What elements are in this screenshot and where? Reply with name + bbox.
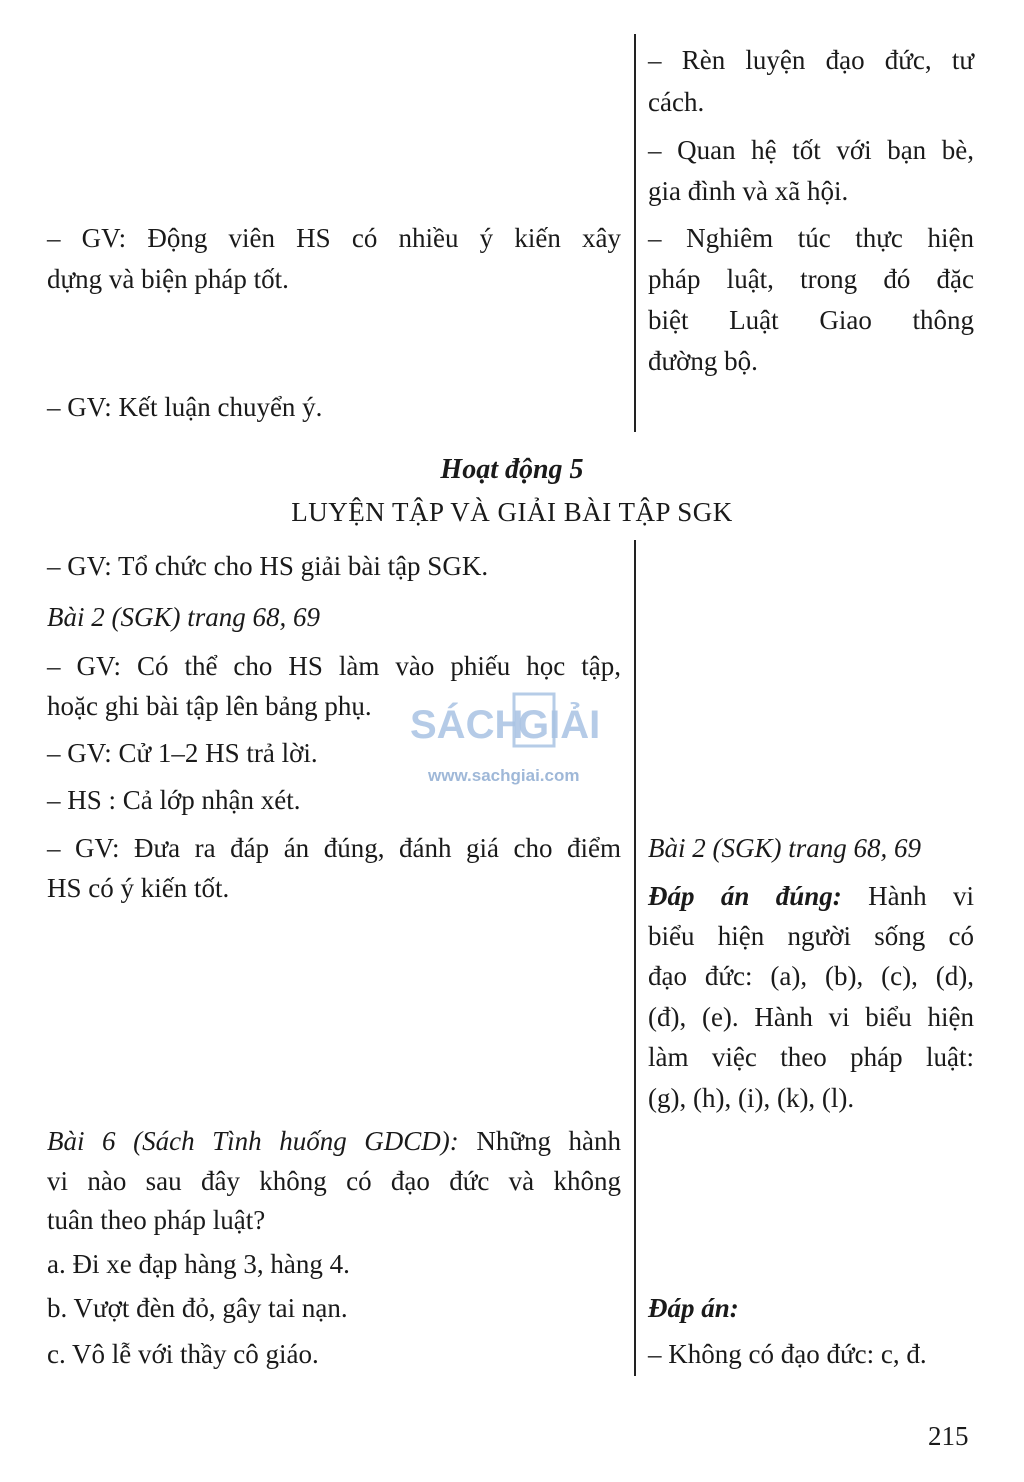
watermark-logo [410,688,620,754]
right-text-line: (g), (h), (i), (k), (l). [648,1083,855,1113]
answer-heading: Bài 2 (SGK) trang 68, 69 [648,833,921,863]
left-text-line: tuân theo pháp luật? [47,1205,266,1235]
answer-label-2: Đáp án: [648,1293,739,1323]
watermark-url: www.sachgiai.com [428,766,580,785]
right-text-line: biệt Luật Giao thông [648,305,974,335]
bottom-column-divider [634,540,636,1376]
watermark-logo-a: SÁCH [410,703,524,747]
right-text-line: – Nghiêm túc thực hiện [648,223,974,253]
answer-label: Đáp án đúng: [648,881,842,911]
page-number: 215 [928,1421,969,1451]
exercise-6-label: Bài 6 (Sách Tình huống GDCD): [47,1126,459,1156]
option-line: b. Vượt đèn đỏ, gây tai nạn. [47,1293,348,1323]
right-text-line: – Rèn luyện đạo đức, tư [648,45,974,75]
exercise-heading: Bài 2 (SGK) trang 68, 69 [47,602,320,632]
right-text-line: đạo đức: (a), (b), (c), (d), [648,961,974,991]
right-text-line [648,876,974,916]
right-text-line: – Quan hệ tốt với bạn bè, [648,135,974,165]
activity-subtitle: LUYỆN TẬP VÀ GIẢI BÀI TẬP SGK [291,497,733,527]
right-text-line: (đ), (e). Hành vi biểu hiện [648,1002,974,1032]
watermark-logo-b: GIẢI [518,703,601,747]
left-text-line: HS có ý kiến tốt. [47,873,230,903]
right-text-line: gia đình và xã hội. [648,176,849,206]
right-text-line: pháp luật, trong đó đặc [648,264,974,294]
top-column-divider [634,34,636,432]
exercise-6-heading [47,1121,621,1161]
left-text-line: – GV: Kết luận chuyển ý. [47,392,323,422]
left-text-line: – HS : Cả lớp nhận xét. [47,785,301,815]
left-text-line: hoặc ghi bài tập lên bảng phụ. [47,691,372,721]
left-text-line: dựng và biện pháp tốt. [47,264,289,294]
left-text-line: – GV: Động viên HS có nhiều ý kiến xây [47,223,621,253]
right-text-line: biểu hiện người sống có [648,921,974,951]
left-text-line: – GV: Có thể cho HS làm vào phiếu học tập, [47,651,621,681]
right-text-line: làm việc theo pháp luật: [648,1042,974,1072]
left-text-line: – GV: Đưa ra đáp án đúng, đánh giá cho điểm [47,833,621,863]
left-text-line: vi nào sau đây không có đạo đức và không [47,1166,621,1196]
answer-text: Hành vi [841,881,974,911]
right-text-line: đường bộ. [648,346,758,376]
option-line: c. Vô lễ với thầy cô giáo. [47,1339,319,1369]
left-text-line: – GV: Cử 1–2 HS trả lời. [47,738,318,768]
right-text-line: cách. [648,87,705,117]
right-text-line: – Không có đạo đức: c, đ. [648,1339,927,1369]
left-text-line: – GV: Tổ chức cho HS giải bài tập SGK. [47,551,489,581]
option-line: a. Đi xe đạp hàng 3, hàng 4. [47,1249,350,1279]
activity-title: Hoạt động 5 [440,454,584,485]
exercise-6-text: Những hành [458,1126,621,1156]
